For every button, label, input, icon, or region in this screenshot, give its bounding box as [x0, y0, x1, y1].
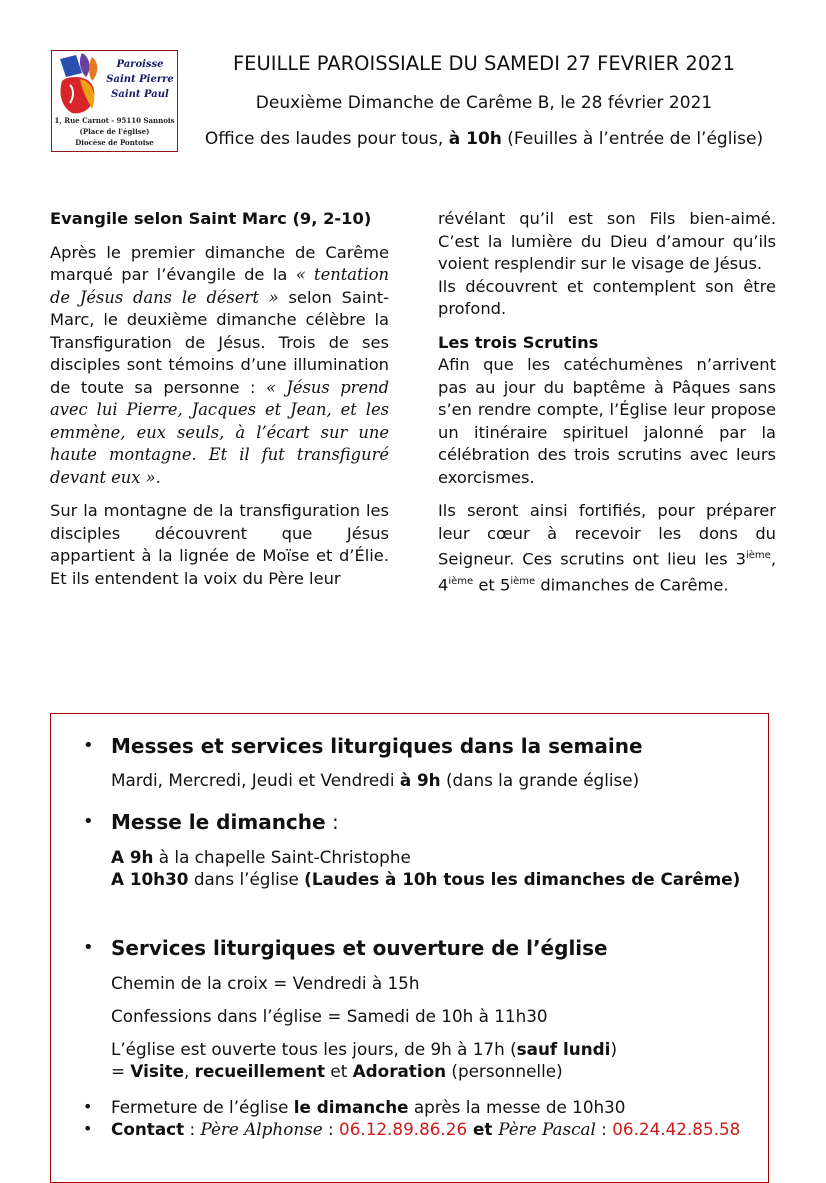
visit-d: recueillement [194, 1061, 326, 1081]
weekday-masses-line [111, 769, 758, 791]
contact-sep-1: : [184, 1119, 201, 1139]
gospel-p1-a: Après le premier dimanche de Carême marqué par l’évangile de la [50, 242, 389, 284]
weekday-days: Mardi, Mercredi, Jeudi et Vendredi [111, 770, 400, 790]
gospel-p1-c: selon Saint-Marc, le deuxième dimanche célèbre la Transfiguration de Jésus. Trois de ses disciples sont témoins d’une illumination de toute sa personne : [50, 287, 389, 397]
logo-line-3: Saint Paul [111, 89, 169, 100]
gospel-p1-quote-1: « tentation de Jésus dans le désert » [50, 265, 389, 307]
sunday-time-1: A 9h [111, 847, 154, 867]
page-subtitle: Deuxième Dimanche de Carême B, le 28 février 2021 [255, 93, 713, 113]
closing-line [111, 1096, 758, 1118]
sunday-mass-line-1 [111, 846, 758, 868]
contact-sep-3: : [595, 1119, 613, 1139]
gospel-paragraph-2: Sur la montagne de la transfiguration les disciples découvrent que Jésus appartient à la lignée de Moïse et d’Élie. Et ils entendent la voix du Père leur [50, 501, 389, 588]
sunday-mass-colon: : [325, 810, 339, 834]
scrutins-paragraph-1: Afin que les catéchumènes n’arrivent pas au jour du baptême à Pâques sans s’en rendre compte, l’Église leur propose un itinéraire spirituel jalonné par la célébration des trois scrutins avec leurs exorcismes. [438, 355, 776, 487]
bullet-3: • [83, 937, 94, 958]
visit-g: (personnelle) [446, 1061, 563, 1081]
weekday-masses-title: Messes et services liturgiques dans la semaine [111, 734, 643, 758]
office-time: à 10h [448, 129, 502, 149]
visit-b: Visite [130, 1061, 184, 1081]
bullet-4: • [83, 1097, 93, 1116]
visit-line [111, 1060, 758, 1082]
contact-name-2: Père Pascal [498, 1119, 596, 1139]
logo-line-1: Paroisse [116, 59, 164, 70]
sup-4: ième [448, 575, 474, 587]
contact-phone-1[interactable]: 06.12.89.86.26 [339, 1119, 468, 1139]
contact-name-1: Père Alphonse [200, 1119, 323, 1139]
gospel-paragraph-1 [50, 242, 389, 490]
closing-c: après la messe de 10h30 [408, 1097, 626, 1117]
contact-label: Contact [111, 1119, 185, 1139]
contact-and: et [467, 1119, 499, 1139]
gospel-column [50, 208, 389, 601]
opening-c: ) [610, 1039, 618, 1059]
office-line [194, 127, 774, 151]
visit-c: , [184, 1061, 195, 1081]
sunday-mass-line-2 [111, 868, 758, 890]
gospel-paragraph-4: Ils découvrent et contemplent son être profond. [438, 276, 776, 318]
scrutins-p2-c: et 5 [473, 575, 511, 595]
sup-5: ième [510, 575, 536, 587]
weekday-place: (dans la grande église) [440, 770, 640, 790]
logo-address-2: (Place de l'église) [79, 127, 150, 136]
logo-line-2: Saint Pierre [106, 74, 174, 85]
way-of-cross-line: Chemin de la croix = Vendredi à 15h [111, 973, 420, 993]
right-column [438, 208, 776, 608]
scrutins-p2-a: Ils seront ainsi fortifiés, pour préparer leur cœur à recevoir les dons du Seigneur. Ces scrutins ont lieu les 3 [438, 501, 776, 569]
opening-a: L’église est ouverte tous les jours, de 9h à 17h ( [111, 1039, 517, 1059]
scrutins-title: Les trois Scrutins [438, 332, 599, 352]
sunday-time-2: A 10h30 [111, 869, 189, 889]
visit-a: = [111, 1061, 131, 1081]
bullet-2: • [83, 811, 94, 832]
info-box [50, 713, 769, 1183]
sunday-place-2: dans l’église [188, 869, 305, 889]
bullet-5: • [83, 1119, 93, 1138]
sunday-mass-title [111, 810, 339, 834]
bullet-1: • [83, 735, 94, 756]
services-title: Services liturgiques et ouverture de l’église [111, 936, 608, 960]
office-text-c: (Feuilles à l’entrée de l’église) [501, 129, 764, 149]
office-text-a: Office des laudes pour tous, [204, 129, 449, 149]
sup-3: ième [745, 550, 771, 561]
visit-f: Adoration [352, 1061, 447, 1081]
scrutins-p2-b: , 4 [438, 549, 776, 595]
confessions-line: Confessions dans l’église = Samedi de 10h à 11h30 [111, 1006, 548, 1026]
visit-e: et [325, 1061, 353, 1081]
sunday-mass-label: Messe le dimanche [111, 810, 326, 834]
gospel-title: Evangile selon Saint Marc (9, 2-10) [50, 209, 372, 228]
logo-address-1: 1, Rue Carnot - 95110 Sannois [54, 116, 175, 125]
parish-logo [51, 50, 178, 152]
page-title: FEUILLE PAROISSIALE DU SAMEDI 27 FEVRIER 2021 [232, 52, 736, 75]
logo-address-3: Diocèse de Pontoise [75, 138, 154, 147]
gospel-paragraph-3: révélant qu’il est son Fils bien-aimé. C’est la lumière du Dieu d’amour qu’ils voient resplendir sur le visage de Jésus. [438, 209, 776, 273]
scrutins-paragraph-2 [438, 500, 776, 597]
contact-sep-2: : [322, 1119, 340, 1139]
opening-hours-line [111, 1038, 758, 1060]
opening-except: sauf lundi [516, 1039, 611, 1059]
contact-line [111, 1118, 758, 1140]
weekday-time: à 9h [399, 770, 441, 790]
sunday-laudes-note: (Laudes à 10h tous les dimanches de Carême) [304, 869, 741, 889]
closing-a: Fermeture de l’église [111, 1097, 294, 1117]
gospel-p1-quote-2: « Jésus prend avec lui Pierre, Jacques et Jean, et les emmène, eux seuls, à l’écart sur une haute montagne. Et il fut transfiguré devant eux ». [50, 377, 389, 487]
closing-b: le dimanche [293, 1097, 409, 1117]
sunday-place-1: à la chapelle Saint-Christophe [153, 847, 411, 867]
scrutins-p2-d: dimanches de Carême. [535, 575, 729, 595]
contact-phone-2[interactable]: 06.24.42.85.58 [612, 1119, 741, 1139]
